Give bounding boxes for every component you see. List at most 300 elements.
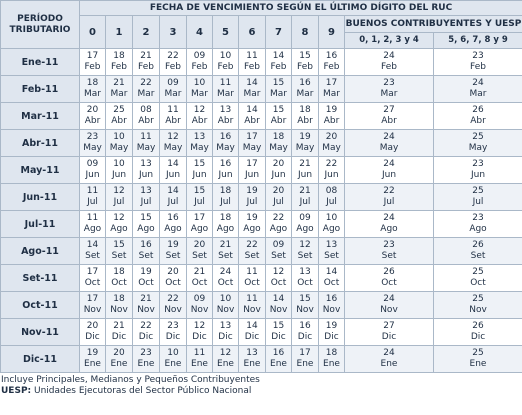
day-value: 25 [472,267,484,277]
due-date-cell [160,292,187,319]
day-value: 21 [299,159,311,169]
due-date-cell [160,76,187,103]
due-date-group-header: FECHA DE VENCIMIENTO SEGÚN EL ÚLTIMO DÍGITO DEL RUC [80,1,522,16]
month-value: Dic [271,332,286,342]
buenos-due-date-cell [345,238,434,265]
day-value: 13 [219,321,232,331]
month-value: Feb [270,62,287,72]
due-date-cell [213,319,239,346]
day-value: 16 [140,240,152,250]
month-value: Oct [297,278,313,288]
day-value: 17 [246,159,258,169]
month-value: Dic [85,332,100,342]
digit-header-1: 1 [106,16,133,49]
month-value: Jun [470,170,486,180]
due-date-cell [160,184,187,211]
month-value: Set [381,251,397,261]
due-date-cell [80,103,106,130]
month-value: Jun [271,170,286,180]
day-value: 24 [383,51,395,61]
due-date-cell [266,49,292,76]
day-value: 14 [272,51,285,61]
month-value: Set [111,251,127,261]
day-value: 11 [246,267,258,277]
month-value: Jun [324,170,339,180]
due-date-cell [160,238,187,265]
due-date-cell [106,130,133,157]
table-row [1,49,522,76]
table-row [1,265,522,292]
day-value: 21 [193,267,206,277]
day-value: 16 [325,294,338,304]
due-date-cell [239,319,266,346]
due-date-cell [187,211,213,238]
due-date-cell [133,292,160,319]
due-date-cell [133,211,160,238]
month-value: Oct [470,278,486,288]
month-value: Nov [380,305,398,315]
buenos-due-date-cell [345,265,434,292]
due-date-cell [133,184,160,211]
day-value: 17 [246,132,258,142]
day-value: 12 [299,240,311,250]
due-date-cell [80,238,106,265]
table-row [1,76,522,103]
month-value: May [295,143,315,153]
month-value: Nov [110,305,128,315]
month-value: Mar [323,89,340,99]
day-value: 09 [167,78,179,88]
month-value: Oct [84,278,101,288]
due-date-cell [80,130,106,157]
month-value: Abr [323,116,340,126]
due-date-cell [106,238,133,265]
day-value: 19 [299,132,311,142]
day-value: 27 [383,321,395,331]
buenos-due-date-cell [434,103,522,130]
buenos-due-date-cell [434,238,522,265]
due-date-cell [239,265,266,292]
due-date-cell [239,76,266,103]
day-value: 13 [246,348,258,358]
month-value: Jul [194,197,205,207]
month-value: Ene [380,359,398,369]
month-value: Set [324,251,339,261]
month-value: Jul [299,197,311,207]
buenos-due-date-cell [345,346,434,373]
month-value: Oct [381,278,397,288]
month-value: Ago [322,224,341,234]
due-date-cell [80,292,106,319]
month-value: Mar [217,89,234,99]
day-value: 25 [472,132,484,142]
month-value: Jun [244,170,260,180]
day-value: 12 [167,132,179,142]
day-value: 25 [472,348,484,358]
day-value: 12 [193,105,206,115]
period-cell: Feb-11 [1,76,80,103]
due-date-cell [319,346,345,373]
buenos-due-date-cell [345,157,434,184]
month-value: Oct [270,278,287,288]
day-value: 11 [167,105,179,115]
day-value: 17 [86,267,99,277]
day-value: 16 [299,321,311,331]
period-cell: Ene-11 [1,49,80,76]
month-value: Dic [244,332,260,342]
due-date-cell [106,211,133,238]
month-value: Mar [191,89,208,99]
month-value: Oct [323,278,340,288]
month-value: May [136,143,156,153]
due-date-cell [239,292,266,319]
month-value: Jun [218,170,233,180]
day-value: 12 [272,267,285,277]
day-value: 19 [140,267,152,277]
digit-header-row [1,16,522,33]
day-value: 27 [383,105,395,115]
day-value: 22 [140,321,152,331]
digit-header-0: 0 [80,16,106,49]
month-value: Nov [83,305,102,315]
table-body [1,49,522,373]
day-value: 18 [299,105,311,115]
digit-header-9: 9 [319,16,345,49]
day-value: 22 [383,186,395,196]
day-value: 14 [272,294,285,304]
due-date-cell [266,319,292,346]
month-value: Abr [270,116,287,126]
month-value: Ago [110,224,128,234]
uesp-label: UESP: [1,385,32,396]
month-value: Nov [243,305,261,315]
day-value: 20 [86,105,99,115]
day-value: 15 [272,321,285,331]
due-date-cell [266,130,292,157]
month-value: Ene [191,359,208,369]
day-value: 24 [383,132,395,142]
note-line-2 [1,386,522,397]
month-value: Mar [243,89,261,99]
month-value: Dic [138,332,154,342]
due-date-cell [213,157,239,184]
buenos-due-date-cell [434,265,522,292]
month-value: Oct [217,278,234,288]
due-date-cell [106,76,133,103]
day-value: 15 [272,78,285,88]
day-value: 19 [246,186,258,196]
day-value: 23 [472,159,484,169]
day-value: 15 [272,105,285,115]
note-line-1: Incluye Principales, Medianos y Pequeños Contribuyentes [1,375,260,385]
month-value: Ene [164,359,182,369]
month-value: May [83,143,102,153]
buenos-due-date-cell [345,211,434,238]
day-value: 22 [140,78,152,88]
due-date-cell [80,157,106,184]
digit-header-8: 8 [292,16,319,49]
day-value: 22 [272,213,285,223]
day-value: 24 [383,213,395,223]
due-date-cell [160,265,187,292]
due-date-cell [106,346,133,373]
month-value: Set [297,251,313,261]
buenos-due-date-cell [434,211,522,238]
month-value: Jun [85,170,100,180]
buenos-due-date-cell [434,346,522,373]
day-value: 21 [140,51,152,61]
day-value: 23 [472,51,484,61]
due-date-cell [187,346,213,373]
buenos-contribuyentes-header: BUENOS CONTRIBUYENTES Y UESP [345,16,522,33]
day-value: 13 [140,186,152,196]
day-value: 13 [299,267,311,277]
day-value: 25 [472,294,484,304]
due-date-cell [106,157,133,184]
due-date-cell [239,49,266,76]
day-value: 26 [472,105,484,115]
day-value: 24 [383,159,395,169]
month-value: May [269,143,288,153]
month-value: Mar [380,89,398,99]
due-date-cell [133,238,160,265]
month-value: May [242,143,262,153]
month-value: Nov [164,305,182,315]
due-date-cell [106,292,133,319]
month-value: Mar [137,89,155,99]
day-value: 18 [86,78,99,88]
buenos-due-date-cell [434,319,522,346]
table-row [1,103,522,130]
month-value: Ene [270,359,287,369]
due-date-cell [106,103,133,130]
month-value: Jul [273,197,284,207]
due-date-cell [266,211,292,238]
digit-header-4: 4 [187,16,213,49]
month-value: May [190,143,209,153]
day-value: 16 [272,348,285,358]
month-value: Ago [83,224,102,234]
month-value: Dic [218,332,233,342]
month-value: Jul [140,197,152,207]
month-value: Nov [296,305,314,315]
day-value: 22 [246,240,258,250]
day-value: 11 [219,78,232,88]
buenos-due-date-cell [345,103,434,130]
month-value: Set [138,251,154,261]
due-date-cell [80,211,106,238]
month-value: Ene [296,359,314,369]
due-date-cell [160,157,187,184]
due-date-cell [213,265,239,292]
due-date-cell [292,319,319,346]
notes [1,375,522,396]
due-date-cell [292,346,319,373]
due-date-cell [213,238,239,265]
digit-header-2: 2 [133,16,160,49]
month-value: Ago [243,224,261,234]
day-value: 26 [472,321,484,331]
day-value: 15 [299,51,311,61]
month-value: Oct [191,278,208,288]
due-date-cell [266,184,292,211]
month-value: Ago [137,224,155,234]
day-value: 13 [325,240,338,250]
day-value: 18 [219,213,232,223]
due-date-cell [239,130,266,157]
table-row [1,184,522,211]
day-value: 20 [167,267,179,277]
day-value: 20 [193,240,206,250]
due-date-cell [319,238,345,265]
month-value: Feb [138,62,154,72]
month-value: Jun [111,170,127,180]
month-value: Feb [297,62,313,72]
day-value: 18 [325,348,338,358]
month-value: Dic [324,332,339,342]
due-date-cell [187,319,213,346]
month-value: Abr [111,116,127,126]
month-value: Ene [110,359,128,369]
table-row [1,346,522,373]
uesp-description: Unidades Ejecutoras del Sector Público Nacional [31,385,252,396]
month-value: Abr [470,116,486,126]
month-value: Dic [470,332,486,342]
day-value: 25 [472,186,484,196]
due-date-cell [319,49,345,76]
buenos-due-date-cell [434,76,522,103]
due-date-cell [80,49,106,76]
day-value: 15 [140,213,152,223]
day-value: 11 [140,132,152,142]
due-date-cell [213,103,239,130]
due-date-cell [133,319,160,346]
due-date-cell [266,103,292,130]
due-date-cell [80,346,106,373]
day-value: 08 [325,186,338,196]
month-value: Abr [217,116,234,126]
due-date-cell [160,103,187,130]
day-value: 15 [193,159,206,169]
due-date-cell [187,184,213,211]
buenos-due-date-cell [345,49,434,76]
month-value: May [379,143,399,153]
due-date-cell [106,49,133,76]
month-value: Jun [381,170,397,180]
day-value: 19 [325,105,338,115]
month-value: Feb [191,62,208,72]
due-date-cell [133,103,160,130]
day-value: 15 [193,186,206,196]
day-value: 20 [113,348,125,358]
month-value: Feb [165,62,181,72]
month-value: Jul [87,197,98,207]
month-value: Jul [326,197,337,207]
day-value: 14 [246,78,258,88]
due-date-cell [213,130,239,157]
day-value: 11 [86,186,99,196]
month-value: May [109,143,129,153]
due-date-cell [319,130,345,157]
due-date-cell [292,103,319,130]
buenos-due-date-cell [345,319,434,346]
table-row [1,319,522,346]
day-value: 13 [140,159,152,169]
day-value: 24 [383,348,395,358]
day-value: 21 [113,78,125,88]
day-value: 18 [113,294,125,304]
month-value: Ago [296,224,314,234]
month-value: Nov [137,305,155,315]
day-value: 23 [383,240,395,250]
day-value: 10 [219,294,232,304]
month-value: Ago [216,224,235,234]
buenos-due-date-cell [434,157,522,184]
day-value: 21 [299,186,311,196]
due-date-cell [266,157,292,184]
month-value: Ene [469,359,487,369]
due-date-cell [80,265,106,292]
due-date-cell [292,49,319,76]
day-value: 09 [193,51,206,61]
due-date-cell [213,211,239,238]
day-value: 09 [272,240,285,250]
month-value: Ago [269,224,288,234]
day-value: 19 [246,213,258,223]
table-row [1,238,522,265]
day-value: 19 [167,240,179,250]
due-date-cell [160,130,187,157]
month-value: Mar [296,89,314,99]
day-value: 10 [325,213,338,223]
due-date-cell [213,49,239,76]
due-date-cell [213,292,239,319]
period-cell: Set-11 [1,265,80,292]
digit-header-5: 5 [213,16,239,49]
day-value: 12 [113,186,125,196]
day-value: 14 [246,321,258,331]
due-date-cell [266,292,292,319]
day-value: 16 [325,51,338,61]
day-value: 25 [113,105,125,115]
day-value: 10 [219,51,232,61]
month-value: Set [244,251,260,261]
day-value: 11 [246,51,258,61]
day-value: 09 [299,213,311,223]
month-value: Abr [84,116,101,126]
day-value: 10 [193,78,206,88]
month-value: May [322,143,341,153]
month-value: Feb [111,62,127,72]
day-value: 08 [140,105,152,115]
month-value: Ago [190,224,209,234]
month-value: Ene [217,359,234,369]
due-date-cell [319,265,345,292]
month-value: May [468,143,488,153]
day-value: 11 [193,348,206,358]
month-value: Ene [84,359,101,369]
day-value: 13 [193,132,206,142]
day-value: 18 [113,51,125,61]
month-value: Feb [470,62,486,72]
due-date-cell [133,157,160,184]
day-value: 26 [472,240,484,250]
month-value: Ene [243,359,261,369]
due-date-cell [239,157,266,184]
due-date-cell [187,292,213,319]
month-value: Jul [246,197,258,207]
due-date-cell [106,184,133,211]
